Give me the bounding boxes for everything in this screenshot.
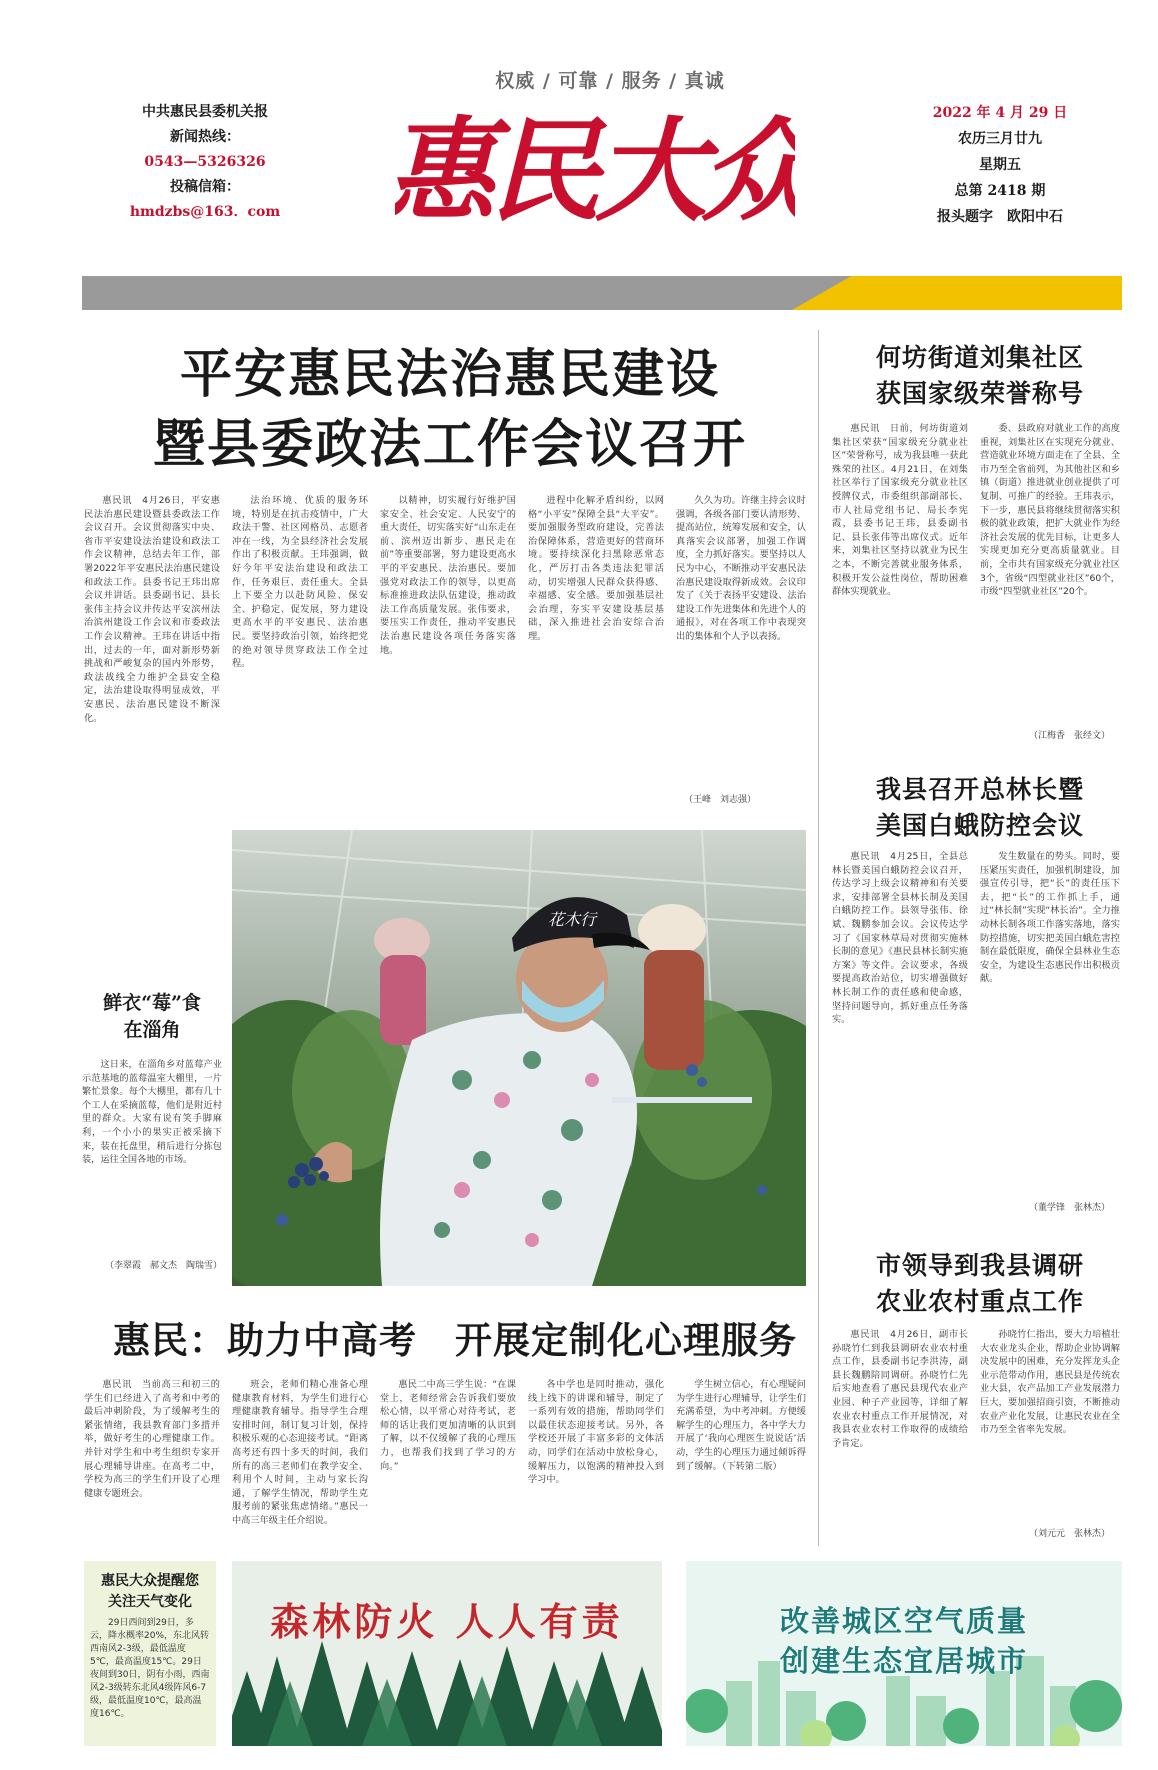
lead-headline-line1: 平安惠民法治惠民建设 <box>179 345 720 405</box>
side3-headline <box>860 1248 1100 1320</box>
lead-col-4: 进程中化解矛盾纠纷，以网格“小平安”保障全县“大平安”。要加强服务型政府建设，完善法治保障体系，营造更好的营商环境。要持续深化扫黑除恶常态化，严厉打击各类违法犯罪活动，切实增强人民群众获得感、幸福感、安全感。要加强基层社会治理，夯实平安建设基层基础，深入推进社会治安综合治理。 <box>528 495 664 642</box>
feature-col-4: 各中学也是同时推动，强化线上线下的讲课和辅导，制定了一系列有效的措施，帮助同学们以最佳状态迎接考试。另外，各学校还开展了丰富多彩的文体活动，同学们在活动中放松身心，缓解压力，以饱满的精神投入到学习中。 <box>528 1379 664 1486</box>
forest-illustration <box>232 1561 662 1746</box>
masthead-rule-bar <box>82 276 1122 310</box>
forest-fire-ad <box>232 1561 662 1746</box>
forest-fire-slogan: 森林防火 人人有责 <box>270 1600 624 1644</box>
logo-calligraphy <box>395 92 795 252</box>
air-quality-slogan-line2: 创建生态宜居城市 <box>779 1644 1028 1678</box>
masthead-right-info <box>900 100 1100 230</box>
masthead-logo <box>395 92 795 252</box>
photo-caption-title-line2: 在淄角 <box>123 1019 181 1041</box>
lead-col-2: 法治环境、优质的服务环境，特别是在抗击疫情中，广大政法干警、社区网格员、志愿者冲在一线，为全县经济社会发展作出了积极贡献。王玮强调，做好今年平安法治建设和政法工作，任务艰巨、责任重大。全县上下要全力以赴防风险、保安全、护稳定、促发展，努力建设更高水平的平安惠民、法治惠民。要坚持政治引领，始终把党的绝对领导贯穿政法工作全过程。 <box>232 495 368 670</box>
side1-col-2: 委、县政府对就业工作的高度重视，刘集社区在实现充分就业、营造就业环境方面走在了全县、全市乃至全省前列，为其他社区和乡镇（街道）推进就业创业提供了可复制、可推广的经验。王玮表示，下一步，惠民县将继续贯彻落实积极的就业政策，把扩大就业作为经济社会发展的优先目标，让更多人实现更加充分更高质量就业。目前，全市共有国家级充分就业社区3个，省级“四型就业社区”60个，市级“四型就业社区”20个。 <box>980 423 1120 598</box>
lunar-date: 农历三月廿九 <box>958 131 1042 147</box>
lead-byline: （王峰 刘志强） <box>683 795 756 805</box>
lead-col-5: 久久为功。许继主持会议时强调，各级各部门要认清形势、提高站位，统筹发展和安全，认真落实会议部署，加强工作调度，全力抓好落实。要坚持以人民为中心，不断推动平安惠民法治惠民建设取得新成效。会议印发了《关于表扬平安建设、法治建设工作先进集体和先进个人的通报》，对在各项工作中表现突出的集体和个人予以表扬。 <box>676 495 806 642</box>
side3-col-2: 孙晓竹仁指出，要大力培植壮大农业龙头企业，帮助企业协调解决发展中的困难，充分发挥龙头企业示范带动作用，惠民县是传统农业大县，农产品加工产业发展潜力巨大，要加强招商引资，不断推动农业产业化发展，让惠民农业在全市乃至全省率先发展。 <box>980 1329 1120 1436</box>
lead-col-3: 以精神，切实履行好维护国家安全、社会安定、人民安宁的重大责任，切实落实好“山东走在前、滨州迈出新步、惠民走在前”等重要部署，努力建设更高水平的平安惠民、法治惠民。要加强党对政法工作的领导，以更高标准推进政法队伍建设，推动政法工作高质量发展。张伟要求，要压实工作责任，推动平安惠民法治惠民建设各项任务落实落地。 <box>380 495 516 656</box>
side3-headline-line2: 农业农村重点工作 <box>875 1287 1084 1316</box>
side3-byline: （刘元元 张林杰） <box>1028 1529 1110 1539</box>
side2-headline <box>860 772 1100 844</box>
air-quality-slogan <box>686 1601 1122 1681</box>
photo-caption-title <box>82 990 222 1044</box>
feature-col-5: 学生树立信心，有心理疑问为学生进行心理辅导，让学生们充满希望，为中考冲刺。方便缓解学生的心理压力，各中学大力开展了‘我向心理医生说说话’活动，学生的心理压力通过倾诉得到了缓解。（下转第二版） <box>676 1379 806 1472</box>
lead-headline-line2: 暨县委政法工作会议召开 <box>152 415 747 475</box>
weather-title <box>90 1571 210 1613</box>
weather-box <box>84 1561 216 1746</box>
issue-number: 总第 2418 期 <box>954 183 1046 199</box>
side1-headline-line1: 何坊街道刘集社区 <box>875 343 1084 372</box>
weather-forecast: 29日西间到29日，多云，降水概率20%，东北风转西南风2-3级，最低温度5℃，最高温度15℃。29日夜间到30日，阴有小雨，西南风2-3级转东北风4级阵风6-7级，最低温度10℃，最高温度16℃。 <box>90 1618 210 1719</box>
column-divider <box>818 330 819 1546</box>
issue-date: 2022 年 4 月 29 日 <box>932 105 1068 121</box>
side1-headline <box>860 340 1100 412</box>
org-name: 中共惠民县委机关报 <box>142 104 268 120</box>
feature-col-2: 班会，老师们精心准备心理健康教育材料，为学生们进行心理健康教育辅导。指导学生合理安排时间，制订复习计划，保持积极乐观的心态迎接考试。“距离高考还有四十多天的时间，我们所有的高三老师们在教学安全、利用个人时间，主动与家长沟通，了解学生情况，帮助学生克服考前的紧张焦虑情绪。”惠民一中高三年级主任介绍说。 <box>232 1379 368 1526</box>
masthead-left-info <box>120 100 290 225</box>
weekday: 星期五 <box>979 157 1021 173</box>
photo-illustration <box>232 830 806 1286</box>
photo-caption-title-line1: 鲜衣“莓”食 <box>103 992 201 1014</box>
hotline-number: 0543—5326326 <box>144 154 266 170</box>
svg-text:花木行: 花木行 <box>547 910 597 929</box>
feature-col-1: 惠民讯 当前高三和初三的学生们已经进入了高考和中考的最后冲刺阶段，为了缓解考生的紧张情绪，我县教育部门多措并举，做好考生的心理健康工作。并针对学生和中考生组织专家开展心理辅导讲座。在高考二中，学校为高三的学生们开设了心理健康专题班会。 <box>84 1379 220 1499</box>
side2-headline-line2: 美国白蛾防控会议 <box>875 811 1084 840</box>
side3-col-1: 惠民讯 4月26日，副市长孙晓竹仁到我县调研农业农村重点工作，县委副书记李洪涛，副县长魏鹏陪同调研。孙晓竹仁先后实地查看了惠民县现代农业产业园、种子产业园等，详细了解农业农村重点工作开展情况，对我县农业农村工作取得的成绩给予肯定。 <box>832 1329 968 1449</box>
side2-byline: （董学锋 张林杰） <box>1028 1203 1110 1213</box>
photo-caption-body: 这日来，在淄角乡对蓝莓产业示范基地的蓝莓温室大棚里，一片繁忙景象。每个大棚里，都有几十个工人在采摘蓝莓，他们是附近村里的群众。大家有说有笑手脚麻利，一个小小的果实正被采摘下来，装在托盘里，稍后进行分拣包装，运往全国各地的市场。 <box>82 1059 222 1166</box>
logo-text: 惠民大众 <box>395 106 795 237</box>
blueberry-photo <box>232 830 806 1286</box>
side2-col-1: 惠民讯 4月25日，全县总林长暨美国白蛾防控会议召开，传达学习上级会议精神和有关要求，安排部署全县林长制及美国白蛾防控工作。县领导张伟、徐斌、魏鹏参加会议。会议传达学习了《国家林草局对贯彻实施林长制的意见》《惠民县林长制实施方案》等文件。会议要求，各级要提高政治站位，切实增强做好林长制工作的责任感和使命感，坚持问题导向，抓好重点任务落实。 <box>832 851 968 1026</box>
side1-byline: （江梅香 张经文） <box>1028 731 1110 741</box>
email-label: 投稿信箱： <box>170 179 240 195</box>
side1-col-1: 惠民讯 日前，何坊街道刘集社区荣获“国家级充分就业社区”荣誉称号，成为我县唯一获此殊荣的社区。4月21日，在刘集社区举行了国家级充分就业社区授牌仪式，市委组织部副部长、市人社局党组书记、局长李宪霞，县委书记王玮，县委副书记、县长张伟等出席仪式。近年来，刘集社区坚持以就业为民生之本，不断完善就业服务体系，积极开发公益性岗位，帮助困难群体实现就业。 <box>832 423 968 598</box>
feature-headline: 惠民：助力中高考 开展定制化心理服务 <box>113 1318 797 1362</box>
weather-title-line1: 惠民大众提醒您 <box>101 1573 199 1589</box>
photo-caption-byline: （李翠霞 郝文杰 陶瑞雪） <box>104 1261 222 1271</box>
feature-col-3: 惠民二中高三学生说：“在课堂上，老师经常会告诉我们要放松心情，以平常心对待考试，老师的话让我们更加清晰的认识到了解，以不仅缓解了我的心理压力，也帮我们找到了学习的方向。” <box>380 1379 516 1472</box>
side1-headline-line2: 获国家级荣誉称号 <box>875 379 1084 408</box>
lead-headline <box>150 340 750 480</box>
masthead-slogan: 权威 / 可靠 / 服务 / 真诚 <box>495 70 725 92</box>
side2-headline-line1: 我县召开总林长暨 <box>875 775 1084 804</box>
calligrapher-credit: 报头题字 欧阳中石 <box>937 209 1063 225</box>
air-quality-slogan-line1: 改善城区空气质量 <box>779 1604 1028 1638</box>
hotline-label: 新闻热线： <box>170 129 240 145</box>
side2-col-2: 发生数量在的势头。同时，要压紧压实责任，加强机制建设，加强宣传引导，把“长”的责任压下去，把“长”的工作抓上手，通过“林长制”实现“林长治”。全力推动林长制各项工作落实落地，落实防控措施，切实把美国白蛾危害控制在最低限度，确保全县林业生态安全，为建设生态惠民作出积极贡献。 <box>980 851 1120 985</box>
email-address: hmdzbs@163．com <box>129 204 281 220</box>
air-quality-ad <box>686 1561 1122 1746</box>
side3-headline-line1: 市领导到我县调研 <box>875 1251 1084 1280</box>
lead-col-1: 惠民讯 4月26日，平安惠民法治惠民建设暨县委政法工作会议召开。会议贯彻落实中央、省市平安建设法治建设和政法工作会议精神，总结去年工作，部署2022年平安惠民法治惠民建设和政法工作。县委书记王玮出席会议并讲话。县委副书记、县长张伟主持会议并传达平安滨州法治滨州建设工作会议和市委政法工作会议精神。王玮在讲话中指出，过去的一年，面对新形势新挑战和严峻复杂的国内外形势，政法战线全力维护全县安全稳定，法治建设取得明显成效，平安惠民、法治惠民建设不断深化。 <box>84 495 220 724</box>
weather-title-line2: 关注天气变化 <box>108 1594 192 1610</box>
